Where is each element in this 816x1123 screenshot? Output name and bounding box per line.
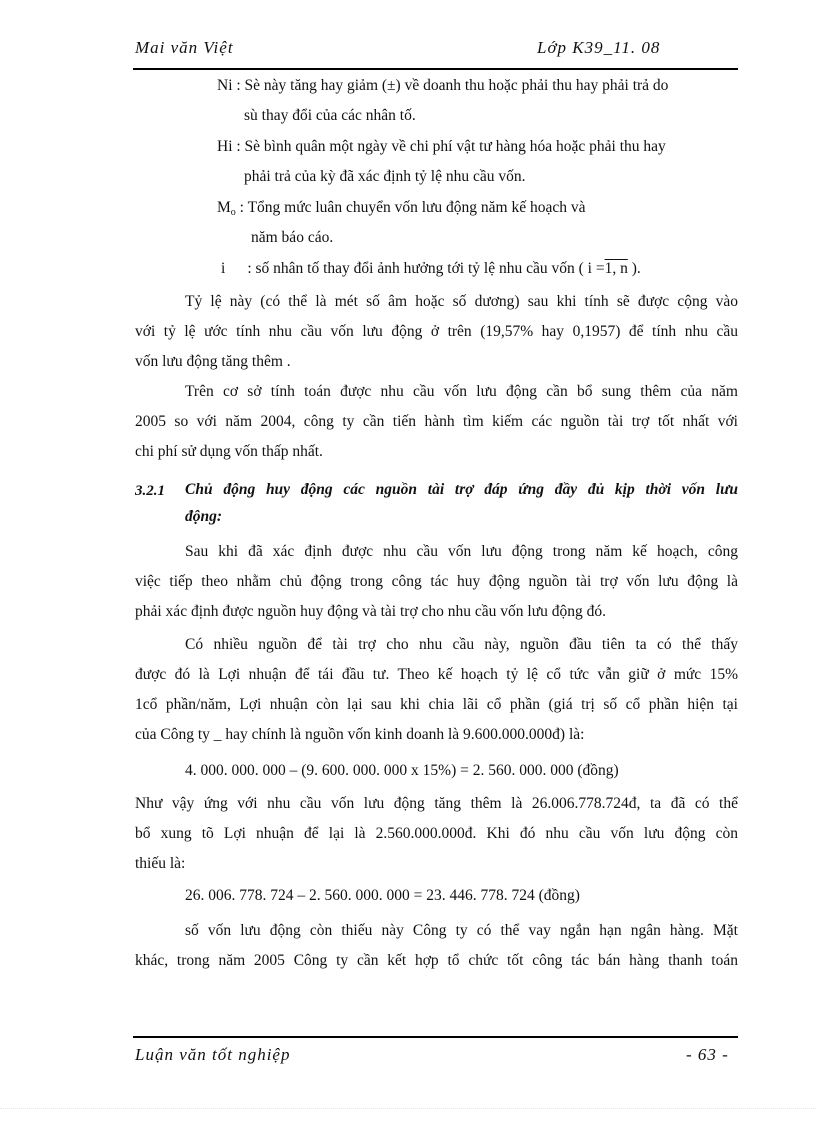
i-range: 1, n [604,260,628,277]
p5-line1: Như vậy ứng với nhu cầu vốn lưu động tăng thêm là 26.006.778.724đ, ta đã có thể [135,795,738,812]
p6-line2: khác, trong năm 2005 Công ty cần kết hợp tổ chức tốt công tác bán hàng thanh toán [135,952,738,969]
header-author: Mai văn Việt [135,38,234,57]
section-title-line1: Chủ động huy động các nguồn tài trợ đáp ứng đầy đủ kịp thời vốn lưu [185,481,738,498]
i-close: ). [627,260,641,277]
mo-subscript: o [230,207,236,218]
p3-line3: phải xác định được nguồn huy động và tài trợ cho nhu cầu vốn lưu động đó. [135,603,606,620]
p2-line2: 2005 so với năm 2004, công ty cần tiến hành tìm kiếm các nguồn tài trợ tốt nhất với [135,413,738,430]
p5-line2: bổ xung tõ Lợi nhuận để lại là 2.560.000.000đ. Khi đó nhu cầu vốn lưu động còn [135,825,738,842]
def-mo-line1 [217,198,586,223]
i-symbol: i [221,260,226,277]
page-bottom-divider [0,1108,816,1109]
p1-line1: Tỷ lệ này (có thể là mét số âm hoặc số dương) sau khi tính sẽ được cộng vào [185,293,738,310]
def-hi-line2: phải trả của kỳ đã xác định tỷ lệ nhu cầu vốn. [244,168,526,185]
p4-line4: của Công ty _ hay chính là nguồn vốn kinh doanh là 9.600.000.000đ) là: [135,726,585,743]
def-hi-line1: Hi : Sè bình quân một ngày về chi phí vật tư hàng hóa hoặc phải thu hay [217,138,666,155]
p2-line3: chi phí sử dụng vốn thấp nhất. [135,443,323,460]
p5-line3: thiếu là: [135,855,186,872]
p2-line1: Trên cơ sở tính toán được nhu cầu vốn lưu động cần bổ sung thêm của năm [185,383,738,400]
p6-line1: số vốn lưu động còn thiếu này Công ty có thể vay ngắn hạn ngân hàng. Mặt [185,922,738,939]
p1-line3: vốn lưu động tăng thêm . [135,353,291,370]
footer-rule [133,1036,738,1038]
def-mo-line2: năm báo cáo. [251,229,334,246]
header-rule [133,68,738,70]
mo-symbol: M [217,199,231,216]
section-number: 3.2.1 [135,483,165,499]
def-ni-line2: sù thay đổi của các nhân tố. [244,107,416,124]
equation-2: 26. 006. 778. 724 – 2. 560. 000. 000 = 23. 446. 778. 724 (đồng) [185,887,580,904]
p3-line1: Sau khi đã xác định được nhu cầu vốn lưu động trong năm kế hoạch, công [185,543,738,560]
p1-line2: với tỷ lệ ước tính nhu cầu vốn lưu động ở trên (19,57% hay 0,1957) để tính nhu cầu [135,323,738,340]
equation-1: 4. 000. 000. 000 – (9. 600. 000. 000 x 15%) = 2. 560. 000. 000 (đồng) [185,762,619,779]
section-title-line2: động: [185,508,223,525]
p4-line2: được đó là Lợi nhuận để tái đầu tư. Theo kế hoạch tỷ lệ cổ tức vẫn giữ ở mức 15% [135,666,738,683]
def-ni-line1: Ni : Sè này tăng hay giảm (±) về doanh thu hoặc phải thu hay phải trả do [217,77,669,94]
p3-line2: việc tiếp theo nhằm chủ động trong công tác huy động nguồn tài trợ vốn lưu động là [135,573,738,590]
header-class-code: Lớp K39_11. 08 [537,38,661,57]
footer-title: Luận văn tốt nghiệp [135,1045,291,1064]
footer-page-number: - 63 - [686,1045,729,1064]
p4-line1: Có nhiều nguồn để tài trợ cho nhu cầu này, nguồn đầu tiên ta có thể thấy [185,636,738,653]
def-i-line [221,259,641,279]
mo-text: : Tổng mức luân chuyển vốn lưu động năm kế hoạch và [235,199,586,216]
i-text: : số nhân tố thay đổi ảnh hưởng tới tỷ lệ nhu cầu vốn ( i = [247,260,605,277]
p4-line3: 1cổ phần/năm, Lợi nhuận còn lại sau khi chia lãi cổ phần (giá trị số cổ phần hiện tại [135,696,738,713]
